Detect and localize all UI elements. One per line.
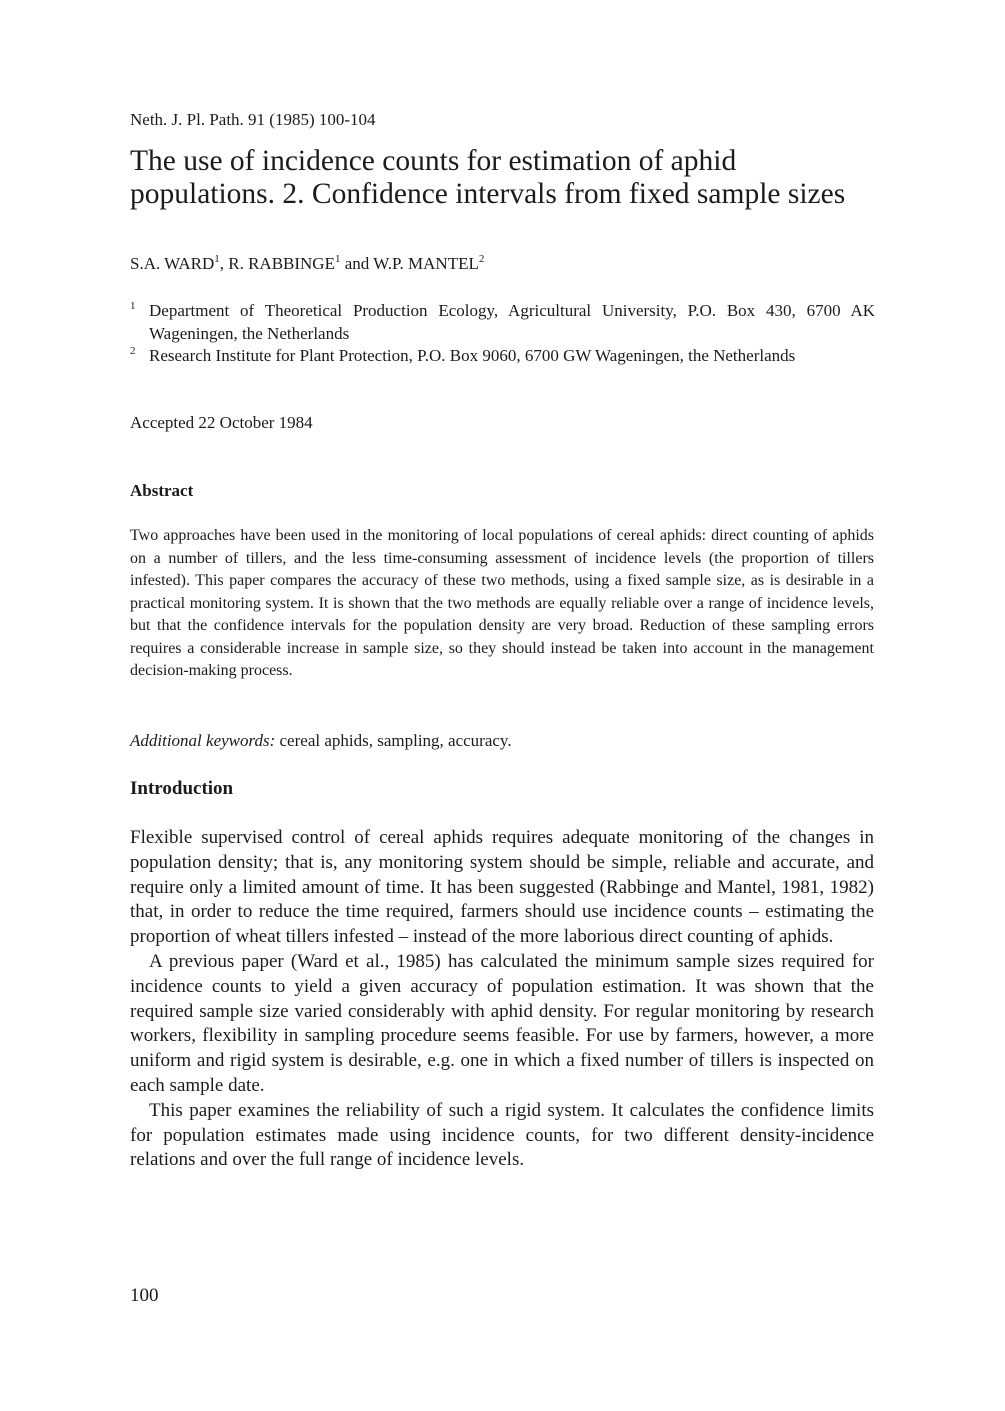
author-affiliation-mark: 1 [214, 253, 220, 265]
author-affiliation-mark: 2 [478, 253, 485, 265]
journal-reference: Neth. J. Pl. Path. 91 (1985) 100-104 [130, 110, 376, 129]
abstract-text: Two approaches have been used in the monitoring of local populations of cereal aphids: direct counting of aphids on a number of tillers, and the less time-consuming assessment of incidence levels (the proportion of tillers infested). This paper compares the accuracy of these two methods, using a fixed sample size, as is desirable in a practical monitoring system. It is shown that the two methods are equally reliable over a range of incidence levels, but that the confidence intervals for the population density are very broad. Reduction of these sampling errors requires a considerable increase in sample size, so they should instead be taken into account in the management decision-making process. [130, 527, 874, 679]
page-number: 100 [130, 1285, 159, 1306]
author-name: S.A. WARD [130, 254, 215, 273]
body-paragraph: This paper examines the reliability of such a rigid system. It calculates the confidence limits for population estimates made using incidence counts, for two different density-incidence relations and over the full range of incidence levels. [130, 1099, 874, 1171]
keywords-label: Additional keywords: [130, 731, 276, 750]
affiliation-text: Department of Theoretical Production Ecology, Agricultural University, P.O. Box 430, 6700 AK Wageningen, the Netherlands [149, 301, 875, 343]
affiliation [130, 300, 875, 345]
body-paragraph: A previous paper (Ward et al., 1985) has calculated the minimum sample sizes required for incidence counts to yield a given accuracy of population estimation. It was shown that the required sample size varied considerably with aphid density. For regular monitoring by research workers, flexibility in sampling procedure seems feasible. For use by farmers, however, a more uniform and rigid system is desirable, e.g. one in which a fixed number of tillers is inspected on each sample date. [130, 950, 874, 1096]
author-affiliation-mark: 1 [334, 253, 341, 265]
title-line-1: The use of incidence counts for estimation of aphid [130, 145, 737, 177]
abstract-heading: Abstract [130, 481, 194, 500]
title-line-2: populations. 2. Confidence intervals from fixed sample sizes [130, 178, 846, 210]
author-separator: , [219, 254, 229, 273]
affiliation-number: 2 [130, 345, 136, 357]
accepted-date: Accepted 22 October 1984 [130, 413, 313, 432]
author-list [130, 254, 484, 274]
author-separator: and [340, 254, 374, 273]
author-name: R. RABBINGE [228, 254, 335, 273]
author-name: W.P. MANTEL [373, 254, 479, 273]
introduction-body [130, 826, 874, 1173]
body-paragraph: Flexible supervised control of cereal aphids requires adequate monitoring of the changes in population density; that is, any monitoring system should be simple, reliable and accurate, and require only a limited amount of time. It has been suggested (Rabbinge and Mantel, 1981, 1982) that, in order to reduce the time required, farmers should use incidence counts – estimating the proportion of wheat tillers infested – instead of the more laborious direct counting of aphids. [130, 827, 874, 948]
affiliation-text: Research Institute for Plant Protection, P.O. Box 9060, 6700 GW Wageningen, the Netherlands [149, 346, 796, 365]
paper-title [130, 145, 890, 211]
keywords-text: cereal aphids, sampling, accuracy. [275, 731, 512, 750]
affiliation-number: 1 [130, 300, 136, 312]
keywords-line [130, 731, 512, 751]
introduction-heading: Introduction [130, 778, 234, 799]
affiliation [130, 345, 875, 368]
